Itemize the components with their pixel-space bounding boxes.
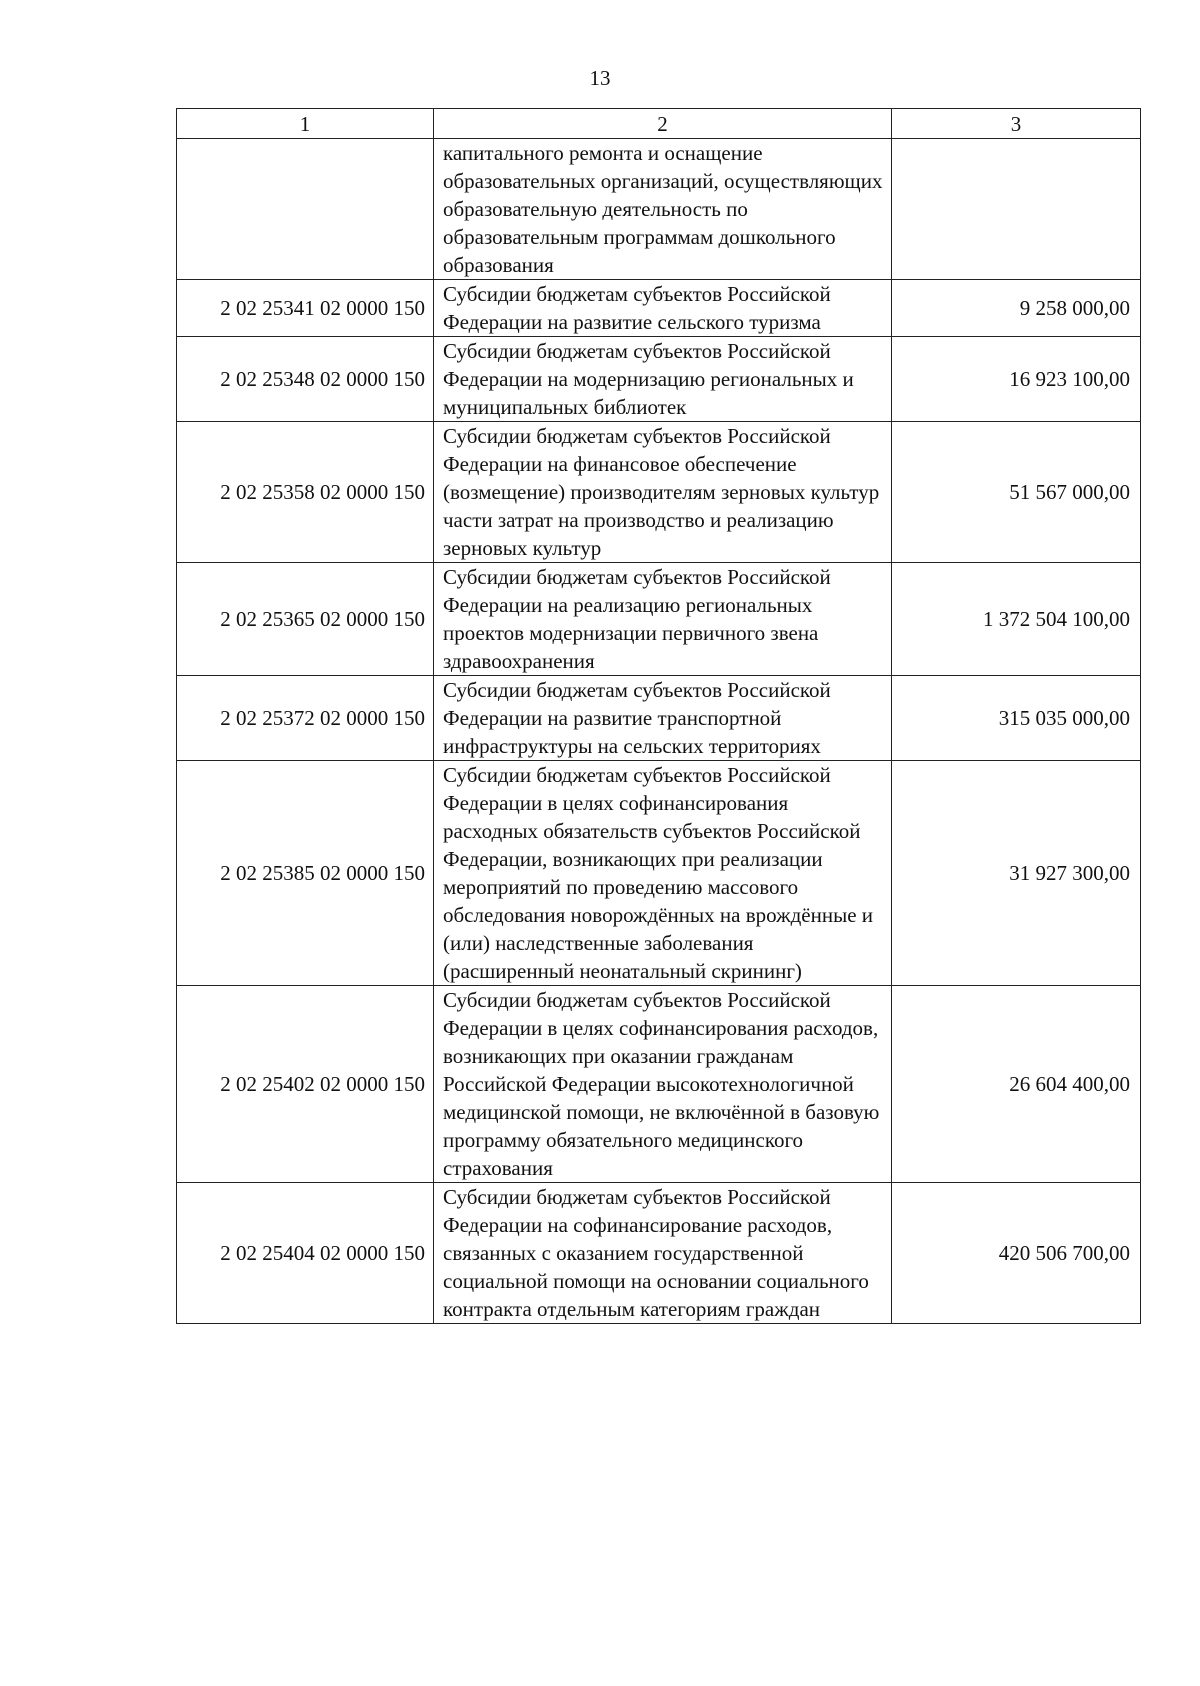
- header-column-1: 1: [177, 109, 434, 139]
- revenue-name-cell: [434, 761, 892, 986]
- budget-code-cell: 2 02 25348 02 0000 150: [177, 337, 434, 422]
- table-row: [177, 422, 1141, 563]
- amount-cell: 31 927 300,00: [892, 761, 1141, 986]
- table-header-row: [177, 109, 1141, 139]
- revenue-name-text: Субсидии бюджетам субъектов Российской Федерации на софинансирование расходов, связанных с оказанием государственной социальной помощи на основании социального контракта отдельным категориям граждан: [443, 1185, 869, 1321]
- amount-cell: 16 923 100,00: [892, 337, 1141, 422]
- revenue-name-cell: [434, 986, 892, 1183]
- amount-cell: 420 506 700,00: [892, 1183, 1141, 1324]
- table-row: [177, 280, 1141, 337]
- budget-code-cell: 2 02 25402 02 0000 150: [177, 986, 434, 1183]
- table-row: [177, 563, 1141, 676]
- revenue-name-text: капитального ремонта и оснащение образовательных организаций, осуществляющих образовательную деятельность по образовательным программам дошкольного образования: [443, 141, 883, 277]
- revenue-name-text: Субсидии бюджетам субъектов Российской Федерации на модернизацию региональных и муниципальных библиотек: [443, 339, 854, 419]
- amount-cell: 1 372 504 100,00: [892, 563, 1141, 676]
- header-column-2: 2: [434, 109, 892, 139]
- budget-code-cell: 2 02 25358 02 0000 150: [177, 422, 434, 563]
- revenue-name-text: Субсидии бюджетам субъектов Российской Федерации на реализацию региональных проектов модернизации первичного звена здравоохранения: [443, 565, 831, 673]
- budget-code-cell: 2 02 25385 02 0000 150: [177, 761, 434, 986]
- table-row: [177, 337, 1141, 422]
- amount-cell: 26 604 400,00: [892, 986, 1141, 1183]
- budget-code-cell: 2 02 25372 02 0000 150: [177, 676, 434, 761]
- revenue-name-cell: [434, 1183, 892, 1324]
- table-row: [177, 139, 1141, 280]
- revenue-name-text: Субсидии бюджетам субъектов Российской Федерации на финансовое обеспечение (возмещение) производителям зерновых культур части затрат на производство и реализацию зерновых культур: [443, 424, 880, 560]
- table-row: [177, 1183, 1141, 1324]
- amount-cell: 51 567 000,00: [892, 422, 1141, 563]
- budget-code-cell: 2 02 25404 02 0000 150: [177, 1183, 434, 1324]
- table-row: [177, 986, 1141, 1183]
- page-number: 13: [589, 66, 611, 90]
- revenue-name-text: Субсидии бюджетам субъектов Российской Федерации в целях софинансирования расходных обязательств субъектов Российской Федерации, возникающих при реализации мероприятий по проведению массового обследования новорождённых на врождённые и (или) наследственные заболевания (расширенный неонатальный скрининг): [443, 763, 874, 983]
- budget-code-cell: 2 02 25365 02 0000 150: [177, 563, 434, 676]
- table-row: [177, 676, 1141, 761]
- revenue-name-cell: [434, 139, 892, 280]
- amount-cell: [892, 139, 1141, 280]
- revenue-name-text: Субсидии бюджетам субъектов Российской Федерации на развитие сельского туризма: [443, 282, 831, 334]
- revenue-name-cell: [434, 280, 892, 337]
- revenue-name-text: Субсидии бюджетам субъектов Российской Федерации на развитие транспортной инфраструктуры на сельских территориях: [443, 678, 831, 758]
- revenue-name-cell: [434, 422, 892, 563]
- budget-code-cell: 2 02 25341 02 0000 150: [177, 280, 434, 337]
- revenue-name-cell: [434, 337, 892, 422]
- revenue-name-text: Субсидии бюджетам субъектов Российской Федерации в целях софинансирования расходов, возникающих при оказании гражданам Российской Федерации высокотехнологичной медицинской помощи, не включённой в базовую программу обязательного медицинского страхования: [443, 988, 880, 1180]
- revenue-name-cell: [434, 676, 892, 761]
- table-row: [177, 761, 1141, 986]
- budget-code-cell: [177, 139, 434, 280]
- amount-cell: 315 035 000,00: [892, 676, 1141, 761]
- revenue-name-cell: [434, 563, 892, 676]
- budget-revenue-table: [176, 108, 1141, 1324]
- amount-cell: 9 258 000,00: [892, 280, 1141, 337]
- header-column-3: 3: [892, 109, 1141, 139]
